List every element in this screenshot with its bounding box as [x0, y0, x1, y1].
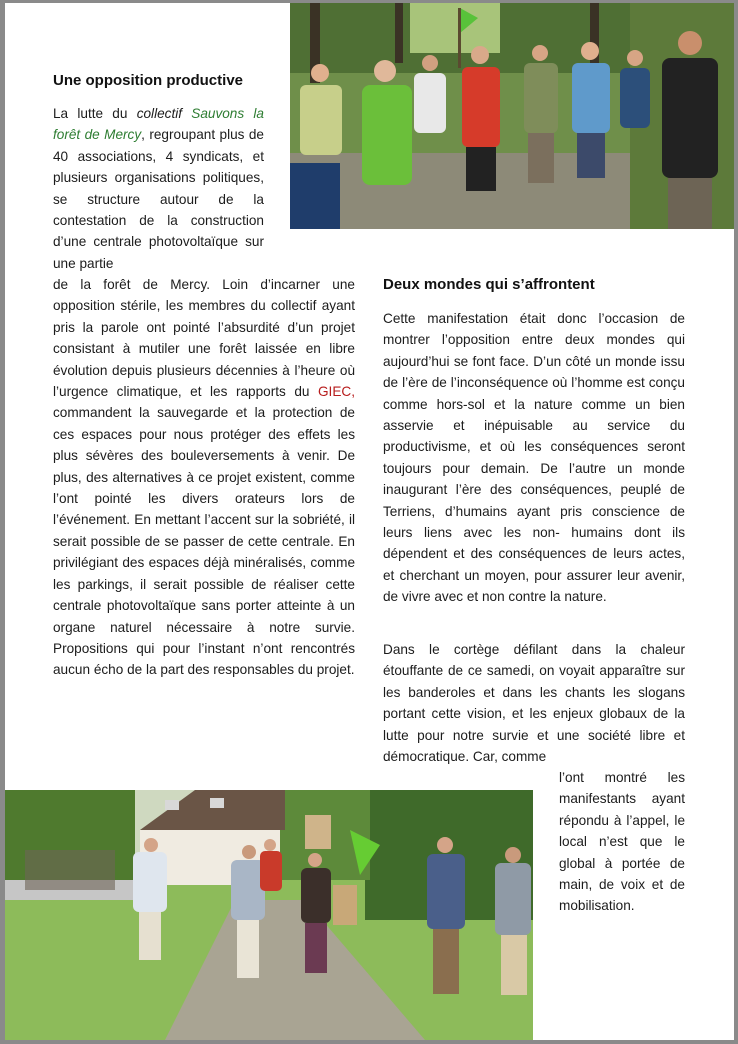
paragraph-deux-mondes — [383, 308, 685, 608]
paragraph-opposition-body — [53, 274, 355, 681]
deux-mondes-text: Cette manifestation était donc l’occasion de montrer l’opposition entre deux mondes qui aujourd’hui se font face. D’un côté un monde issu de l’ère de l’inconséquence où l’homme est conçu comme hors-sol et la nature comme un bien asservie et inépuisable au service du productivisme, et où les conséquences seront toujours pour demain. De l’autre un monde inaugurant l’ère des conséquences, peuplé de Terriens, d’humains ayant pris conscience de leurs liens avec les non- humains dont ils dépendent et des conséquences de leurs actes, et cherchant un moyen, pour assurer leur avenir, de vivre avec et non contre la nature. — [383, 311, 685, 605]
intro-narrow-text: , regroupant plus de 40 associations, 4 syndicats, et plusieurs organisations politiques, se structure autour de la contestation de la construction d’une centrale photovoltaïque sur une partie — [53, 127, 264, 271]
collectif-prefix: collectif — [136, 106, 192, 121]
opposition-body-text-1: de la forêt de Mercy. Loin d’incarner une opposition stérile, les membres du collectif ayant pris la parole ont pointé l’absurdité d’un projet consistant à mutiler une forêt laissée en libre évolution depuis plusieurs décennies à l’heure où l’urgence climatique, et les rapports du — [53, 277, 355, 400]
paragraph-cortege-end — [559, 767, 685, 917]
giec-link[interactable]: GIEC, — [317, 384, 355, 400]
section-heading-deux-mondes: Deux mondes qui s’affrontent — [383, 276, 595, 293]
document-page — [5, 3, 734, 1040]
opposition-body-text-2: commandent la sauvegarde et la protection de ces espaces pour nous protéger des effets les plus sévères des bouleversements à venir. De plus, des alternatives à ce projet existent, comme l’ont pointé les divers orateurs lors de l’événement. En mettant l’accent sur la sobriété, il serait possible de se passer de cette centrale. En privilégiant des espaces déjà minéralisés, comme les parkings, il serait possible de réaliser cette centrale photovoltaïque sans porter atteinte à un organe naturel nécessaire à notre survie. Propositions qui pour l’instant n’ont rencontrés aucun écho de la part des responsables du projet. — [53, 405, 355, 678]
paragraph-cortege — [383, 639, 685, 767]
collectif-name-link[interactable]: Sauvons la forêt de Mercy — [53, 106, 264, 143]
march-path-photo — [5, 790, 533, 1040]
intro-lead-text: La lutte du — [53, 106, 137, 121]
protest-crowd-photo — [290, 3, 734, 229]
cortege-end-text: l’ont montré les manifestants ayant répondu à l’appel, le local n’est que le global à portée de main, de voix et de mobilisation. — [559, 770, 685, 914]
paragraph-intro — [53, 103, 264, 274]
section-heading-opposition: Une opposition productive — [53, 72, 243, 89]
cortege-text: Dans le cortège défilant dans la chaleur étouffante de ce samedi, on voyait apparaître sur les banderoles et dans les chants les slogans portant cette vision, et les enjeux globaux de la lutte pour notre survie et une société libre et démocratique. Car, comme — [383, 642, 685, 765]
